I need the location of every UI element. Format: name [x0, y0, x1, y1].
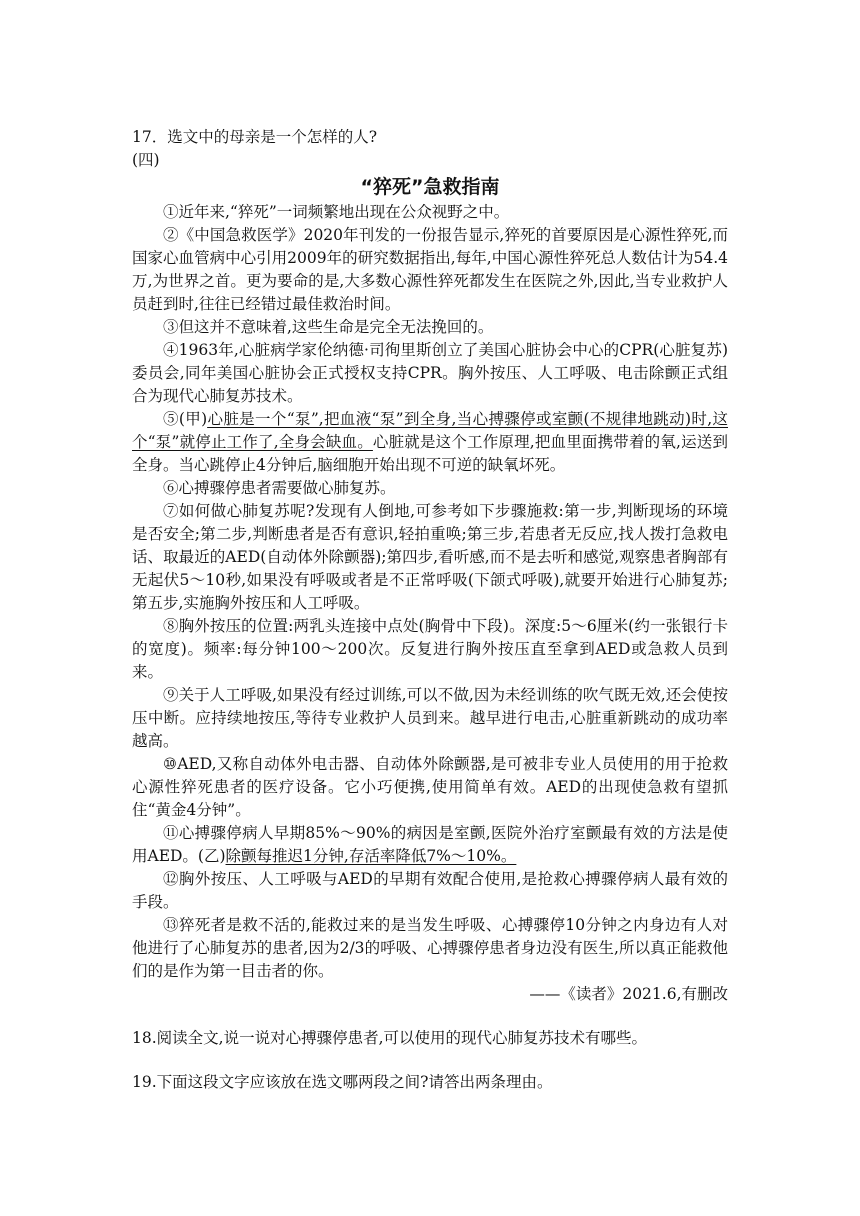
paragraph-5-rest: 心脏就是这个工作原理,把血里面携带着的氧,运送到全身。当心跳停止4分钟后,脑细胞开始出现不可逆的缺氧坏死。 — [132, 433, 728, 474]
paragraph-3: ③但这并不意味着,这些生命是完全无法挽回的。 — [163, 318, 494, 336]
paragraph-1: ①近年来,“猝死”一词频繁地出现在公众视野之中。 — [163, 203, 510, 221]
paragraph-7: ⑦如何做心肺复苏呢?发现有人倒地,可参考如下步骤施救:第一步,判断现场的环境是否安全;第二步,判断患者是否有意识,轻拍重唤;第三步,若患者无反应,找人拨打急救电话、取最近的AED(自动体外除颤器);第四步,看听感,而不是去听和感觉,观察患者胸部有无起伏5～10秒,如果没有呼吸或者是不正常呼吸(下颌式呼吸),就要开始进行心肺复苏;第五步,实施胸外按压和人工呼吸。 — [132, 502, 728, 612]
paragraph-9: ⑨关于人工呼吸,如果没有经过训练,可以不做,因为未经训练的吹气既无效,还会使按压中断。应持续地按压,等待专业救护人员到来。越早进行电击,心脏重新跳动的成功率越高。 — [132, 686, 728, 750]
paragraph-5-prefix: ⑤(甲) — [163, 410, 208, 428]
question-18: 18.阅读全文,说一说对心搏骤停患者,可以使用的现代心肺复苏技术有哪些。 — [132, 1029, 648, 1047]
paragraph-12: ⑫胸外按压、人工呼吸与AED的早期有效配合使用,是抢救心搏骤停病人最有效的手段。 — [132, 870, 728, 911]
paragraph-8: ⑧胸外按压的位置:两乳头连接中点处(胸骨中下段)。深度:5～6厘米(约一张银行卡的宽度)。频率:每分钟100～200次。反复进行胸外按压直至拿到AED或急救人员到来。 — [132, 617, 728, 681]
underlined-sentence-yi: 除颤每推迟1分钟,存活率降低7%～10%。 — [225, 847, 517, 865]
paragraph-13: ⑬猝死者是救不活的,能救过来的是当发生呼吸、心搏骤停10分钟之内身边有人对他进行了心肺复苏的患者,因为2/3的呼吸、心搏骤停患者身边没有医生,所以真正能救他们的是作为第一目击者的你。 — [132, 916, 728, 980]
question-17: 17．选文中的母亲是一个怎样的人? — [132, 128, 378, 146]
paragraph-5 — [132, 408, 728, 477]
question-19: 19.下面这段文字应该放在选文哪两段之间?请答出两条理由。 — [132, 1073, 553, 1091]
paragraph-6: ⑥心搏骤停患者需要做心肺复苏。 — [163, 479, 396, 497]
paragraph-11 — [132, 822, 728, 868]
paragraph-10: ⑩AED,又称自动体外电击器、自动体外除颤器,是可被非专业人员使用的用于抢救心源性猝死患者的医疗设备。它小巧便携,使用简单有效。AED的出现使急救有望抓住“黄金4分钟”。 — [132, 755, 728, 819]
paragraph-4: ④1963年,心脏病学家伦纳德·司徇里斯创立了美国心脏协会中心的CPR(心脏复苏)委员会,同年美国心脏协会正式授权支持CPR。胸外按压、人工呼吸、电击除颤正式组合为现代心肺复苏技术。 — [132, 341, 728, 405]
article-title: “猝死”急救指南 — [360, 176, 500, 198]
paragraph-11-prefix: ⑪心搏骤停病人早期85%～90%的病因是室颤,医院外治疗室颤最有效的方法是使用AED。(乙) — [132, 824, 728, 865]
document-page — [132, 126, 728, 1094]
underlined-sentence-jia: 心脏是一个“泵”,把血液“泵”到全身,当心搏骤停或室颤(不规律地跳动)时,这个“泵”就停止工作了,全身会缺血。 — [132, 410, 728, 451]
paragraph-2: ②《中国急救医学》2020年刊发的一份报告显示,猝死的首要原因是心源性猝死,而国家心血管病中心引用2009年的研究数据指出,每年,中国心源性猝死总人数估计为54.4万,为世界之首。更为要命的是,大多数心源性猝死都发生在医院之外,因此,当专业救护人员赶到时,往往已经错过最佳救治时间。 — [132, 226, 728, 313]
section-label: (四) — [132, 151, 160, 169]
article-source: ——《读者》2021.6,有删改 — [529, 985, 728, 1003]
